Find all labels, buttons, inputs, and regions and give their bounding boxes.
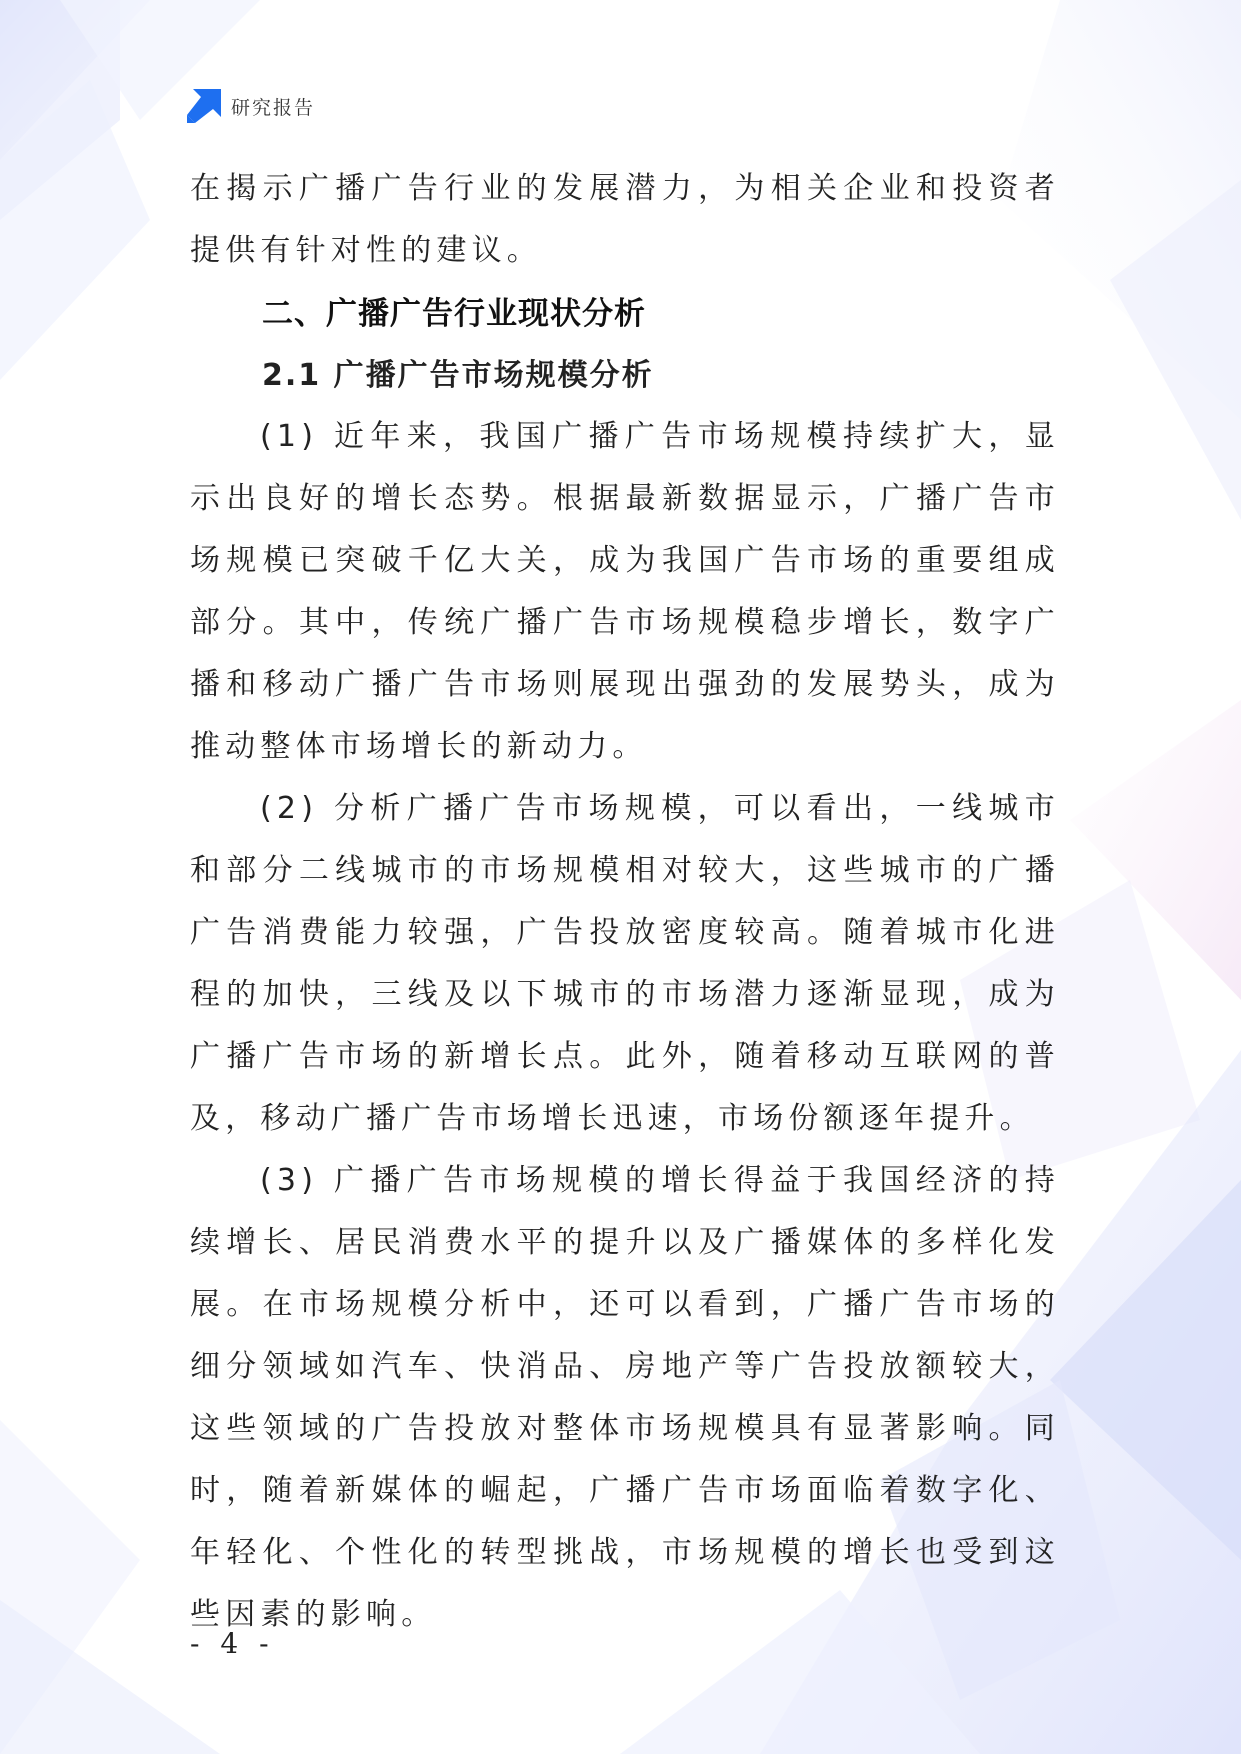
arrow-logo-icon [187, 89, 221, 123]
paragraph-2: (2) 分析广播广告市场规模，可以看出，一线城市和部分二线城市的市场规模相对较大，这些城市的广播广告消费能力较强，广告投放密度较高。随着城市化进程的加快，三线及以下城市的市场潜力逐渐显现，成为广播广告市场的新增长点。此外，随着移动互联网的普及，移动广播广告市场增长迅速，市场份额逐年提升。 [190, 791, 1060, 1136]
paragraph-3: (3) 广播广告市场规模的增长得益于我国经济的持续增长、居民消费水平的提升以及广播媒体的多样化发展。在市场规模分析中，还可以看到，广播广告市场的细分领域如汽车、快消品、房地产等广告投放额较大，这些领域的广告投放对整体市场规模具有显著影响。同时，随着新媒体的崛起，广播广告市场面临着数字化、年轻化、个性化的转型挑战，市场规模的增长也受到这些因素的影响。 [190, 1163, 1060, 1632]
subsection-heading: 2.1 广播广告市场规模分析 [262, 358, 654, 393]
intro-paragraph: 在揭示广播广告行业的发展潜力，为相关企业和投资者提供有针对性的建议。 [190, 171, 1060, 268]
section-heading: 二、广播广告行业现状分析 [262, 296, 646, 332]
document-body [190, 158, 1060, 1646]
page-number: - 4 - [190, 1627, 275, 1660]
header-title: 研究报告 [231, 96, 316, 119]
paragraph-1: (1) 近年来，我国广播广告市场规模持续扩大，显示出良好的增长态势。根据最新数据显示，广播广告市场规模已突破千亿大关，成为我国广告市场的重要组成部分。其中，传统广播广告市场规模稳步增长，数字广播和移动广播广告市场则展现出强劲的发展势头，成为推动整体市场增长的新动力。 [190, 419, 1060, 764]
report-header [187, 88, 315, 124]
